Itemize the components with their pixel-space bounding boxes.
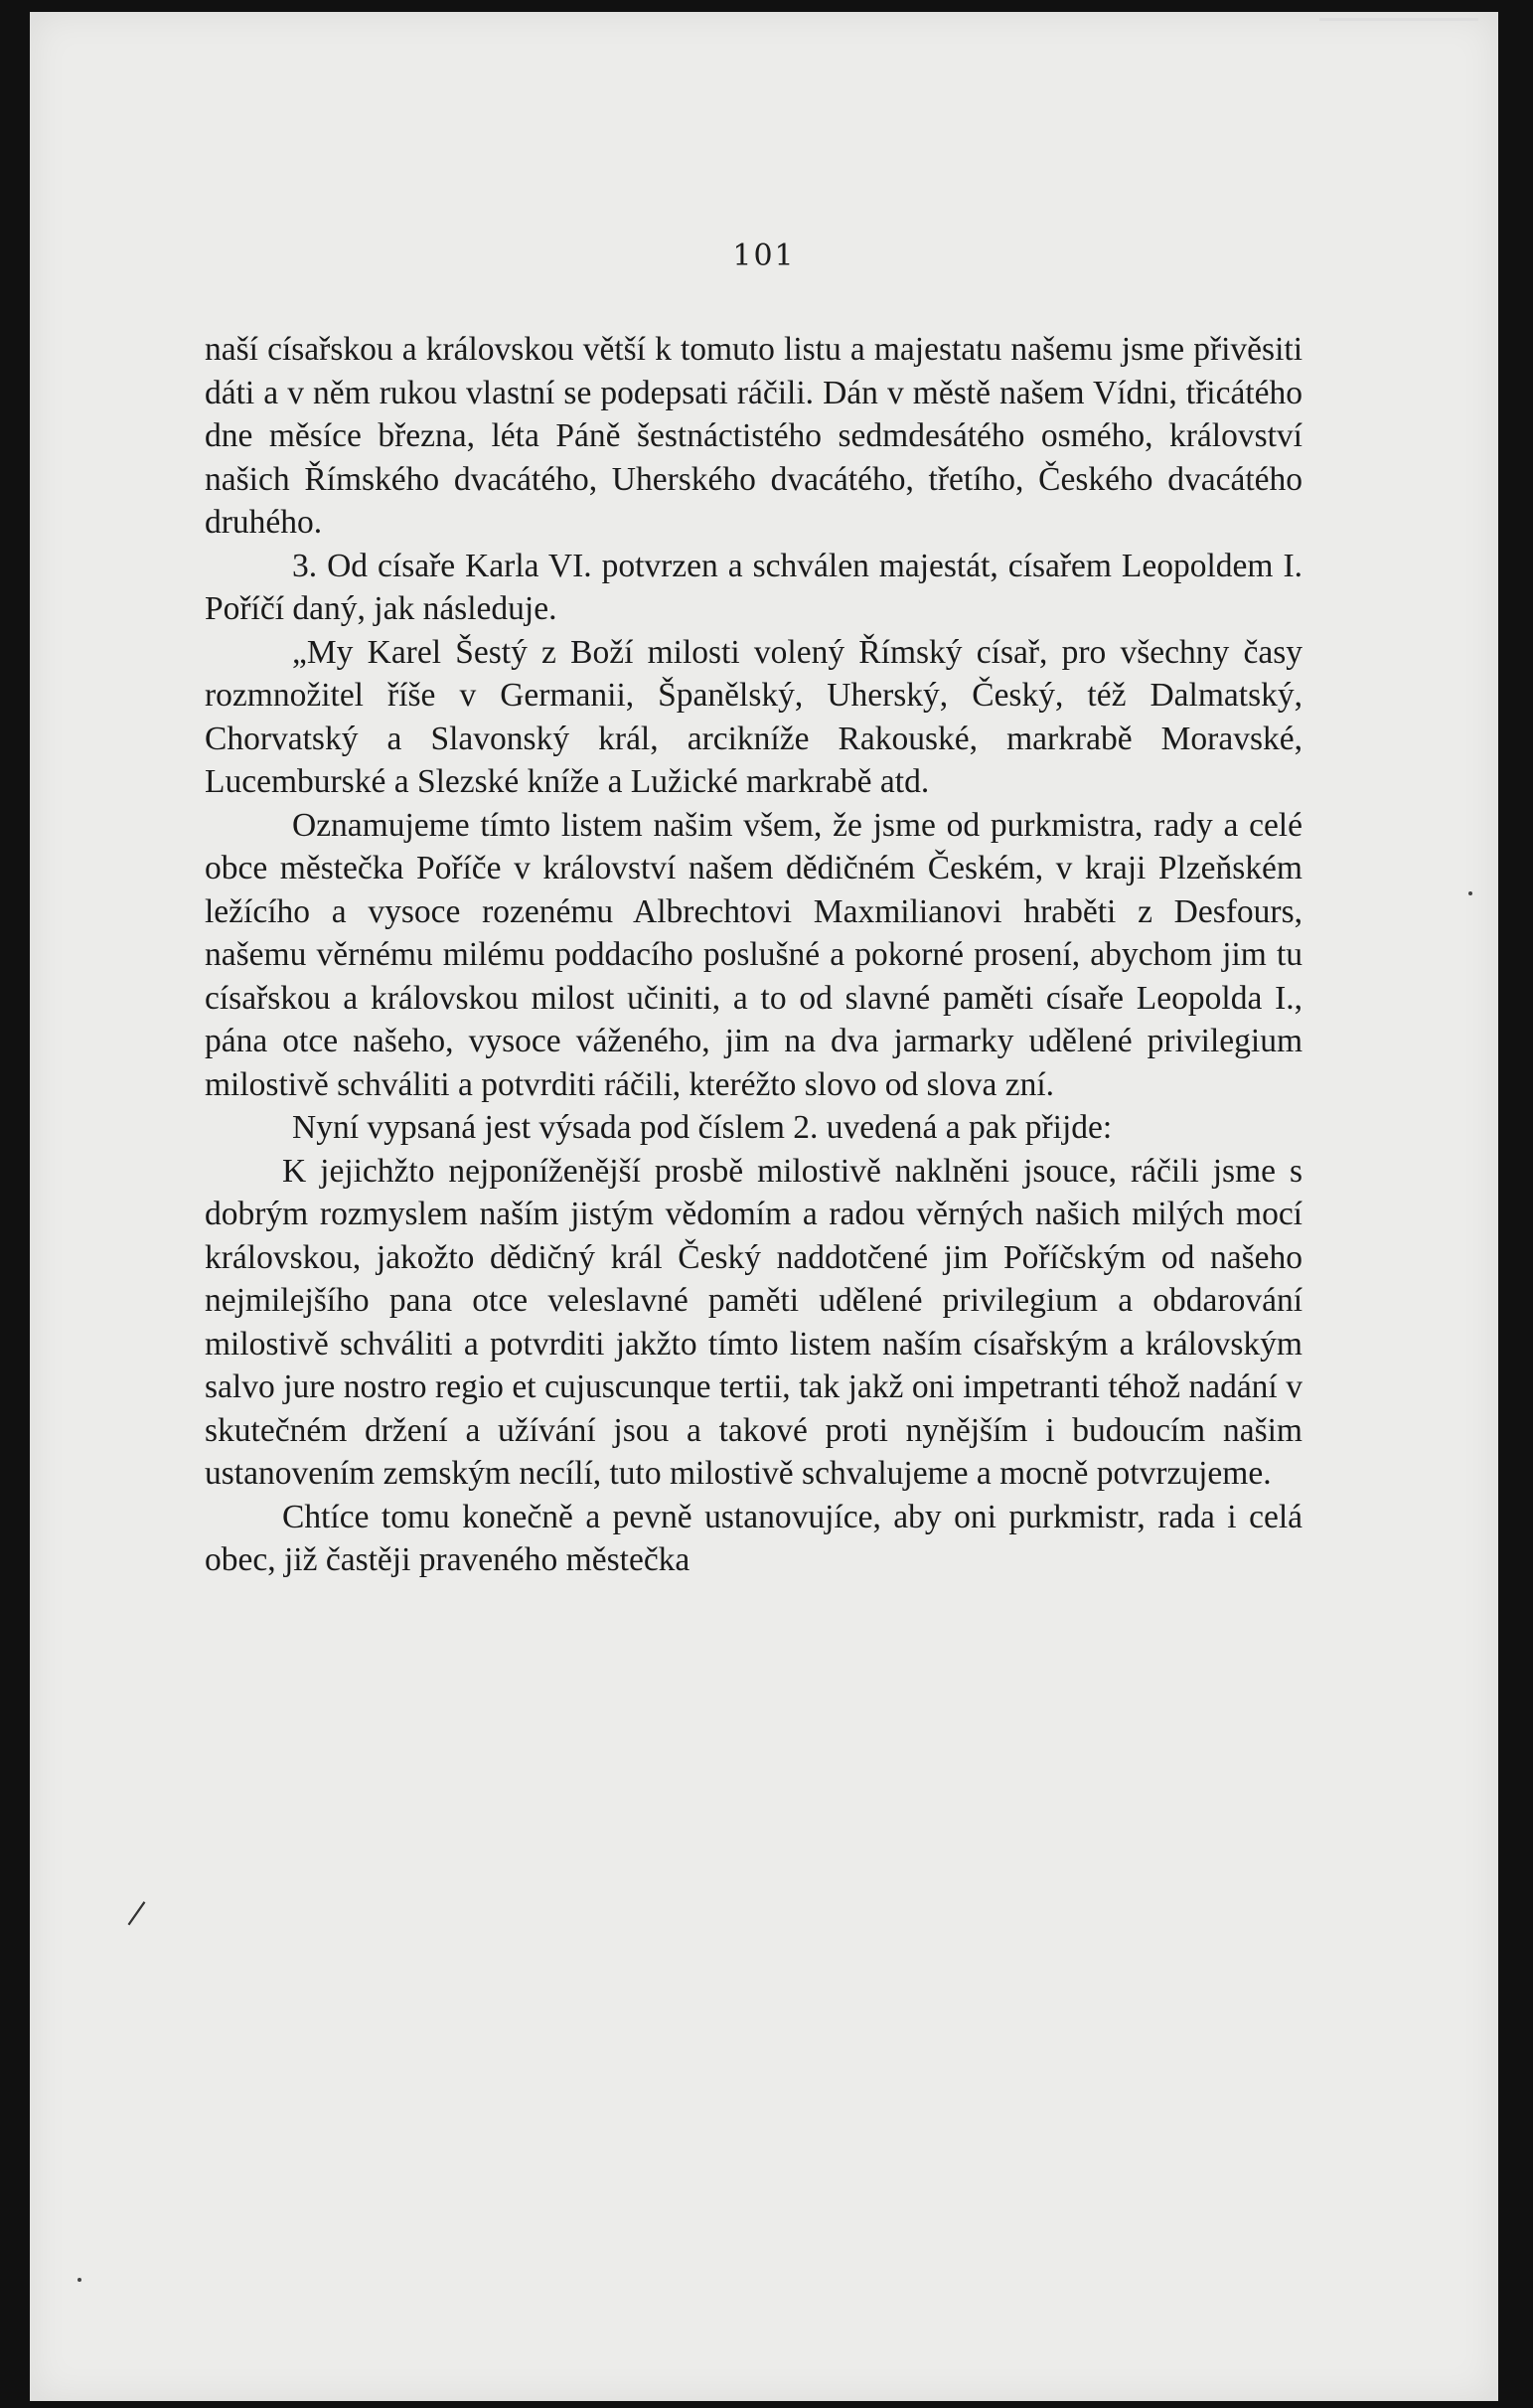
speck [77,2278,81,2282]
paragraph-1: naší císařskou a královskou větší k tomuto listu a majestatu našemu jsme přivěsiti dáti a v něm rukou vlastní se podepsati ráčili. Dán v městě našem Vídni, třicátého dne měsíce března, léta Páně šestnáctistého sedmdesátého osmého, království našich Římského dvacátého, Uherského dvacátého, třetího, Českého dvacátého druhého. [205,331,1303,541]
margin-mark: | [124,1895,152,1928]
speck [1468,891,1472,895]
scanned-page [30,12,1498,2401]
scan-edge-mark [1319,18,1478,21]
body-text [205,328,1303,1582]
paragraph-7: Chtíce tomu konečně a pevně ustanovujíce, aby oni purkmistr, rada i celá obec, již častěji praveného městečka [205,1498,1303,1578]
page-number: 101 [732,239,796,273]
paragraph-2: 3. Od císaře Karla VI. potvrzen a schválen majestát, císařem Leopoldem I. Poříčí daný, jak následuje. [205,547,1303,627]
paragraph-4: Oznamujeme tímto listem našim všem, že jsme od purkmistra, rady a celé obce městečka Poříče v království našem dědičném Českém, v kraji Plzeňském ležícího a vysoce rozenému Albrechtovi Maxmilianovi hraběti z Desfours, našemu věrnému milému poddacího poslušné a pokorné prosení, abychom jim tu císařskou a královskou milost učiniti, a to od slavné paměti císaře Leopolda I., pána otce našeho, vysoce váženého, jim na dva jarmarky udělené privilegium milostivě schváliti a potvrditi ráčili, kteréžto slovo od slova zní. [205,806,1303,1103]
paragraph-5: Nyní vypsaná jest výsada pod číslem 2. uvedená a pak přijde: [292,1109,1113,1146]
paragraph-3: „My Karel Šestý z Boží milosti volený Římský císař, pro všechny časy rozmnožitel říše v Germanii, Španělský, Uherský, Český, též Dalmatský, Chorvatský a Slavonský král, arcikníže Rakouské, markrabě Moravské, Lucemburské a Slezské kníže a Lužické markrabě atd. [205,633,1303,800]
paragraph-6: K jejichžto nejponíženější prosbě milostivě naklněni jsouce, ráčili jsme s dobrým rozmyslem naším jistým vědomím a radou věrných našich milých mocí královskou, jakožto dědičný král Český naddotčené jim Poříčským od našeho nejmilejšího pana otce veleslavné paměti udělené privilegium a obdarování milostivě schváliti a potvrditi jakžto tímto listem naším císařským a královským salvo jure nostro regio et cujuscunque tertii, tak jakž oni impetranti téhož nadání v skutečném držení a užívání jsou a takové proti nynějším i budoucím našim ustanovením zemským necílí, tuto milostivě schvalujeme a mocně potvrzujeme. [205,1152,1303,1492]
